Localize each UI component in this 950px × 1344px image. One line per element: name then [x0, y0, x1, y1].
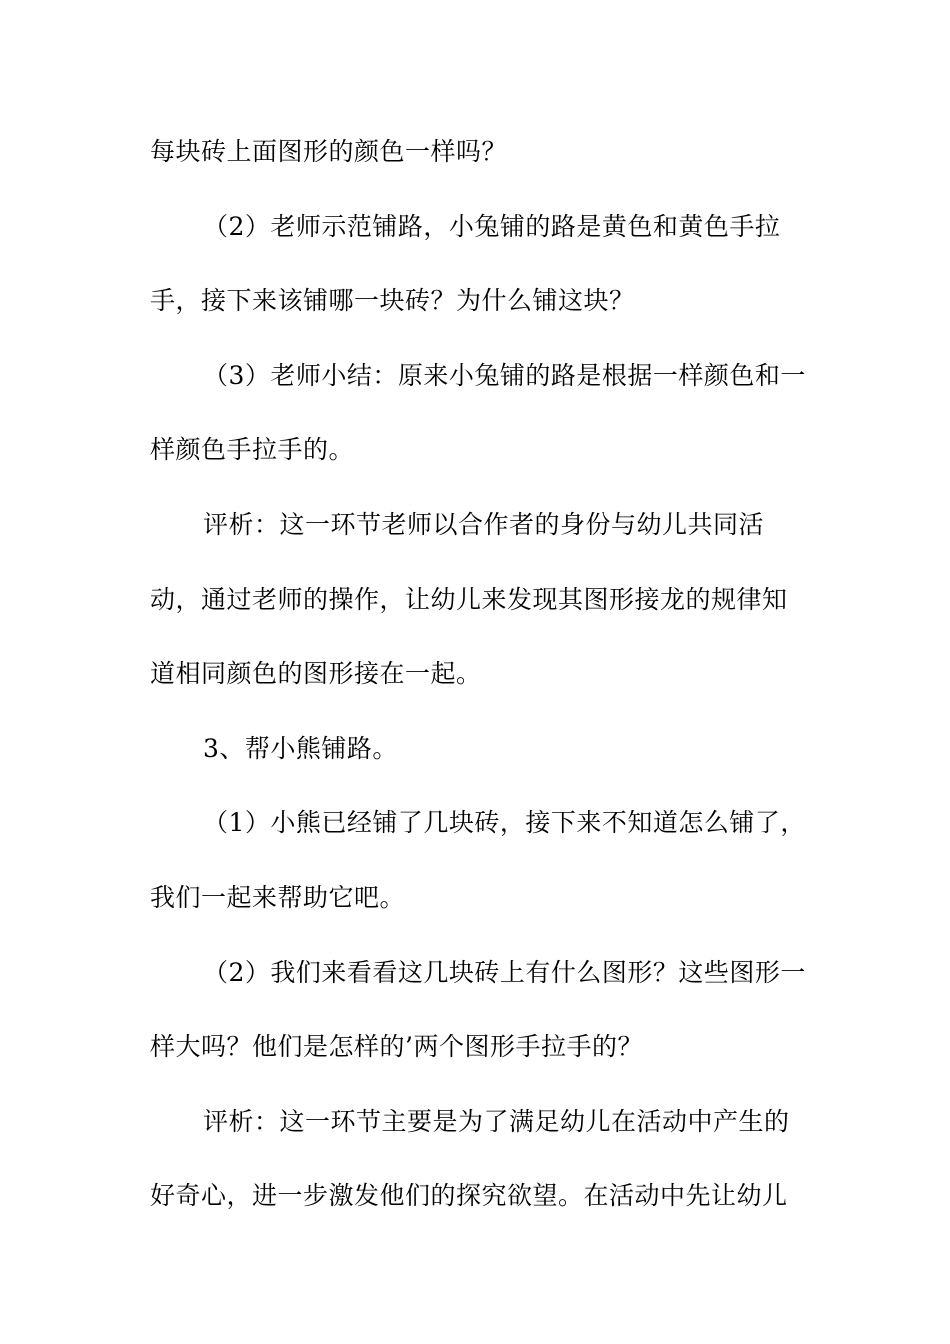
text-line: 样大吗？他们是怎样的’两个图形手拉手的？: [150, 1032, 643, 1061]
text-line: 动，通过老师的操作，让幼儿来发现其图形接龙的规律知: [150, 585, 788, 614]
text-line: （1）小熊已经铺了几块砖，接下来不知道怎么铺了，: [203, 808, 806, 837]
text-line: 好奇心，进一步激发他们的探究欲望。在活动中先让幼儿: [150, 1181, 788, 1210]
text-line: 我们一起来帮助它吧。: [150, 883, 406, 912]
text-line: （2）我们来看看这几块砖上有什么图形？这些图形一: [203, 958, 806, 987]
text-line: 每块砖上面图形的颜色一样吗？: [150, 137, 508, 166]
text-line: （3）老师小结：原来小兔铺的路是根据一样颜色和一: [203, 361, 806, 390]
text-line: 手，接下来该铺哪一块砖？为什么铺这块？: [150, 286, 635, 315]
text-line: 评析：这一环节老师以合作者的身份与幼儿共同活: [203, 510, 765, 539]
text-line: 道相同颜色的图形接在一起。: [150, 659, 482, 688]
text-line: 评析：这一环节主要是为了满足幼儿在活动中产生的: [203, 1107, 790, 1136]
text-line: 样颜色手拉手的。: [150, 435, 355, 464]
text-line: 3、帮小熊铺路。: [203, 734, 398, 763]
text-line: （2）老师示范铺路，小兔铺的路是黄色和黄色手拉: [203, 212, 781, 241]
